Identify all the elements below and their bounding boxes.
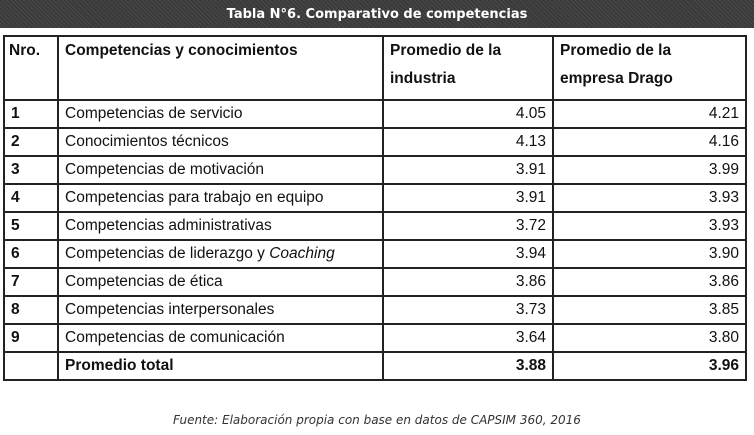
row-promedio-industria: 3.91 [383,156,553,184]
row-promedio-industria: 3.72 [383,212,553,240]
row-competencia [58,100,383,128]
row-promedio-empresa: 4.16 [553,128,746,156]
table-row [4,240,746,268]
row-promedio-empresa: 3.90 [553,240,746,268]
table-title-bar [0,0,754,28]
row-competencia [58,296,383,324]
row-promedio-empresa: 3.80 [553,324,746,352]
row-competencia-text: Competencias de ética [65,273,223,290]
table-row [4,296,746,324]
row-competencia-text: Competencias de servicio [65,105,243,122]
row-promedio-industria: 4.05 [383,100,553,128]
row-competencia-text: Conocimientos técnicos [65,133,229,150]
table-row [4,184,746,212]
row-promedio-empresa: 3.99 [553,156,746,184]
row-competencia-text: Competencias interpersonales [65,301,275,318]
total-row [4,352,746,380]
table-row [4,128,746,156]
row-competencia [58,128,383,156]
row-promedio-industria: 3.64 [383,324,553,352]
row-competencia-italic-text: Coaching [269,245,335,262]
table-row [4,212,746,240]
table-row [4,268,746,296]
row-nro: 8 [4,296,58,324]
row-competencia [58,156,383,184]
header-industria-line2: industria [390,70,456,87]
row-competencia-text: Competencias administrativas [65,217,272,234]
competencies-table [3,35,747,381]
row-promedio-industria: 3.73 [383,296,553,324]
row-competencia-text: Competencias de comunicación [65,329,285,346]
row-competencia [58,324,383,352]
table-header-row [4,36,746,100]
row-promedio-empresa: 3.86 [553,268,746,296]
total-nro [4,352,58,380]
row-nro: 1 [4,100,58,128]
row-nro: 9 [4,324,58,352]
total-label: Promedio total [58,352,383,380]
row-competencia [58,184,383,212]
row-nro: 3 [4,156,58,184]
total-industria: 3.88 [383,352,553,380]
row-promedio-empresa: 3.85 [553,296,746,324]
row-competencia [58,240,383,268]
row-competencia-text: Competencias de motivación [65,161,265,178]
header-industria-line1: Promedio de la [390,42,502,59]
row-competencia-text: Competencias para trabajo en equipo [65,189,324,206]
table-title: Tabla N°6. Comparativo de competencias [226,6,528,22]
source-footnote: Fuente: Elaboración propia con base en datos de CAPSIM 360, 2016 [173,413,581,427]
row-nro: 6 [4,240,58,268]
row-promedio-empresa: 3.93 [553,184,746,212]
row-nro: 2 [4,128,58,156]
row-competencia-text: Competencias de liderazgo y [65,245,270,262]
row-promedio-empresa: 3.93 [553,212,746,240]
row-promedio-industria: 4.13 [383,128,553,156]
row-competencia [58,212,383,240]
row-promedio-industria: 3.94 [383,240,553,268]
row-promedio-industria: 3.86 [383,268,553,296]
header-empresa-line2: empresa Drago [560,70,673,87]
header-industria [383,36,553,100]
row-promedio-industria: 3.91 [383,184,553,212]
table-row [4,324,746,352]
header-empresa-line1: Promedio de la [560,42,672,59]
row-promedio-empresa: 4.21 [553,100,746,128]
header-nro: Nro. [4,36,58,100]
row-nro: 5 [4,212,58,240]
row-nro: 7 [4,268,58,296]
header-empresa [553,36,746,100]
total-empresa: 3.96 [553,352,746,380]
table-body [4,100,746,380]
row-nro: 4 [4,184,58,212]
table-row [4,100,746,128]
header-competencias: Competencias y conocimientos [58,36,383,100]
row-competencia [58,268,383,296]
table-row [4,156,746,184]
